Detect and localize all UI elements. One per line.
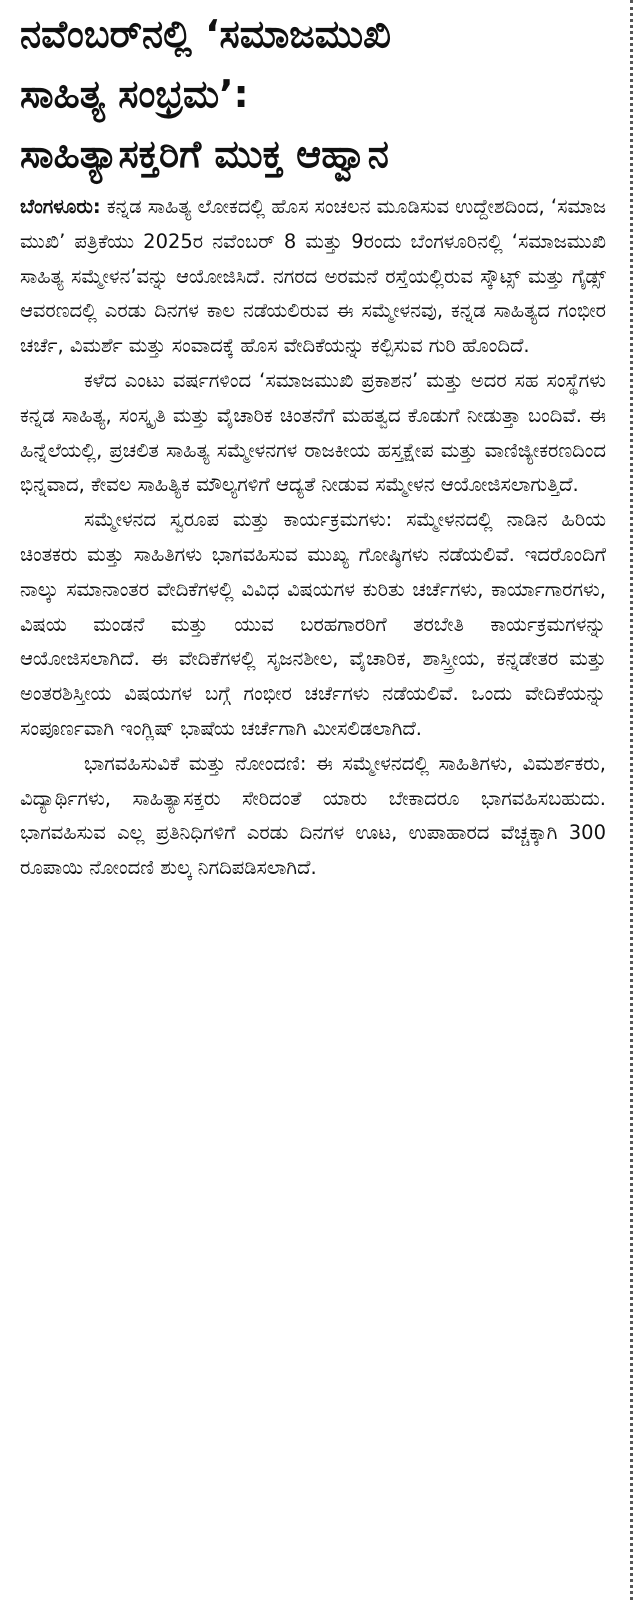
article-body <box>20 190 606 886</box>
paragraph-4-text: ಭಾಗವಹಿಸುವಿಕೆ ಮತ್ತು ನೋಂದಣಿ: ಈ ಸಮ್ಮೇಳನದಲ್ಲಿ ಸಾಹಿತಿಗಳು, ವಿಮರ್ಶಕರು, ವಿದ್ಯಾರ್ಥಿಗಳು, ಸಾಹಿತ್ಯಾಸಕ್ತರು ಸೇರಿದಂತೆ ಯಾರು ಬೇಕಾದರೂ ಭಾಗವಹಿಸಬಹುದು. ಭಾಗವಹಿಸುವ ಎಲ್ಲ ಪ್ರತಿನಿಧಿಗಳಿಗೆ ಎರಡು ದಿನಗಳ ಊಟ, ಉಪಾಹಾರದ ವೆಚ್ಚಕ್ಕಾಗಿ 300 ರೂಪಾಯಿ ನೋಂದಣಿ ಶುಲ್ಕ ನಿಗದಿಪಡಿಸಲಾಗಿದೆ. <box>20 751 606 880</box>
paragraph-4 <box>20 747 606 886</box>
paragraph-1-text: ಕನ್ನಡ ಸಾಹಿತ್ಯ ಲೋಕದಲ್ಲಿ ಹೊಸ ಸಂಚಲನ ಮೂಡಿಸುವ ಉದ್ದೇಶದಿಂದ, ‘ಸಮಾಜ ಮುಖಿ’ ಪತ್ರಿಕೆಯು 2025ರ ನವೆಂಬರ್ 8 ಮತ್ತು 9ರಂದು ಬೆಂಗಳೂರಿನಲ್ಲಿ ‘ಸಮಾಜಮುಖಿ ಸಾಹಿತ್ಯ ಸಮ್ಮೇಳನ’ವನ್ನು ಆಯೋಜಿಸಿದೆ. ನಗರದ ಅರಮನೆ ರಸ್ತೆಯಲ್ಲಿರುವ ಸ್ಕೌಟ್ಸ್ ಮತ್ತು ಗೈಡ್ಸ್ ಆವರಣದಲ್ಲಿ ಎರಡು ದಿನಗಳ ಕಾಲ ನಡೆಯಲಿರುವ ಈ ಸಮ್ಮೇಳನವು, ಕನ್ನಡ ಸಾಹಿತ್ಯದ ಗಂಭೀರ ಚರ್ಚೆ, ವಿಮರ್ಶೆ ಮತ್ತು ಸಂವಾದಕ್ಕೆ ಹೊಸ ವೇದಿಕೆಯನ್ನು ಕಲ್ಪಿಸುವ ಗುರಿ ಹೊಂದಿದೆ. <box>20 195 606 358</box>
headline-line-3: ಸಾಹಿತ್ಯಾಸಕ್ತರಿಗೆ ಮುಕ್ತ ಆಹ್ವಾನ <box>20 132 389 176</box>
column-divider <box>630 0 633 1600</box>
paragraph-3-text: ಸಮ್ಮೇಳನದ ಸ್ವರೂಪ ಮತ್ತು ಕಾರ್ಯಕ್ರಮಗಳು: ಸಮ್ಮೇಳನದಲ್ಲಿ ನಾಡಿನ ಹಿರಿಯ ಚಿಂತಕರು ಮತ್ತು ಸಾಹಿತಿಗಳು ಭಾಗವಹಿಸುವ ಮುಖ್ಯ ಗೋಷ್ಠಿಗಳು ನಡೆಯಲಿವೆ. ಇದರೊಂದಿಗೆ ನಾಲ್ಕು ಸಮಾನಾಂತರ ವೇದಿಕೆಗಳಲ್ಲಿ ವಿವಿಧ ವಿಷಯಗಳ ಕುರಿತು ಚರ್ಚೆಗಳು, ಕಾರ್ಯಾಗಾರಗಳು, ವಿಷಯ ಮಂಡನೆ ಮತ್ತು ಯುವ ಬರಹಗಾರರಿಗೆ ತರಬೇತಿ ಕಾರ್ಯಕ್ರಮಗಳನ್ನು ಆಯೋಜಿಸಲಾಗಿದೆ. ಈ ವೇದಿಕೆಗಳಲ್ಲಿ ಸೃಜನಶೀಲ, ವೈಚಾರಿಕ, ಶಾಸ್ತ್ರೀಯ, ಕನ್ನಡೇತರ ಮತ್ತು ಅಂತರಶಿಸ್ತೀಯ ವಿಷಯಗಳ ಬಗ್ಗೆ ಗಂಭೀರ ಚರ್ಚೆಗಳು ನಡೆಯಲಿವೆ. ಒಂದು ವೇದಿಕೆಯನ್ನು ಸಂಪೂರ್ಣವಾಗಿ ಇಂಗ್ಲಿಷ್ ಭಾಷೆಯ ಚರ್ಚೆಗಾಗಿ ಮೀಸಲಿಡಲಾಗಿದೆ. <box>20 508 606 740</box>
article-headline <box>20 4 606 184</box>
paragraph-2 <box>20 364 606 503</box>
paragraph-3 <box>20 503 606 747</box>
paragraph-2-text: ಕಳೆದ ಎಂಟು ವರ್ಷಗಳಿಂದ ‘ಸಮಾಜಮುಖಿ ಪ್ರಕಾಶನ’ ಮತ್ತು ಅದರ ಸಹ ಸಂಸ್ಥೆಗಳು ಕನ್ನಡ ಸಾಹಿತ್ಯ, ಸಂಸ್ಕೃತಿ ಮತ್ತು ವೈಚಾರಿಕ ಚಿಂತನೆಗೆ ಮಹತ್ವದ ಕೊಡುಗೆ ನೀಡುತ್ತಾ ಬಂದಿವೆ. ಈ ಹಿನ್ನೆಲೆಯಲ್ಲಿ, ಪ್ರಚಲಿತ ಸಾಹಿತ್ಯ ಸಮ್ಮೇಳನಗಳ ರಾಜಕೀಯ ಹಸ್ತಕ್ಷೇಪ ಮತ್ತು ವಾಣಿಜ್ಯೀಕರಣದಿಂದ ಭಿನ್ನವಾದ, ಕೇವಲ ಸಾಹಿತ್ಯಿಕ ಮೌಲ್ಯಗಳಿಗೆ ಆದ್ಯತೆ ನೀಡುವ ಸಮ್ಮೇಳನ ಆಯೋಜಿಸಲಾಗುತ್ತಿದೆ. <box>20 368 606 497</box>
paragraph-1 <box>20 190 606 364</box>
headline-line-1: ನವೆಂಬರ್‌ನಲ್ಲಿ ‘ಸಮಾಜಮುಖಿ <box>20 12 392 56</box>
dateline: ಬೆಂಗಳೂರು: <box>20 195 101 218</box>
news-article <box>20 4 606 886</box>
headline-line-2: ಸಾಹಿತ್ಯ ಸಂಭ್ರಮ’: <box>20 72 249 116</box>
